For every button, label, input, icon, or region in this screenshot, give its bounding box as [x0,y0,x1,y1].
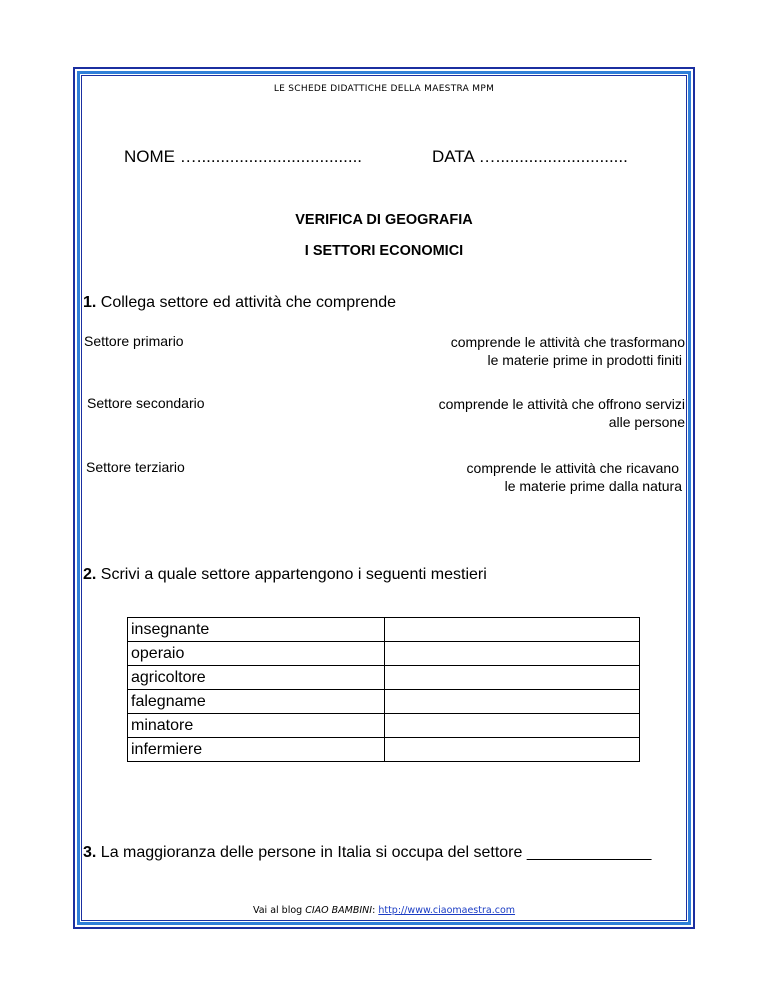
page-border-inner [81,75,687,921]
job-cell: falegname [128,690,385,714]
question-3 [83,844,651,862]
sector-label-tertiary: Settore terziario [86,459,185,475]
table-row [128,690,640,714]
answer-cell[interactable] [385,690,640,714]
job-cell: insegnante [128,618,385,642]
answer-cell[interactable] [385,666,640,690]
answer-cell[interactable] [385,738,640,762]
worksheet-header: LE SCHEDE DIDATTICHE DELLA MAESTRA MPM [273,84,495,94]
job-cell: minatore [128,714,385,738]
job-cell: infermiere [128,738,385,762]
question-3-text: La maggioranza delle persone in Italia si occupa del settore ______________ [96,844,652,861]
question-2-number: 2. [83,566,97,583]
sector-label-secondary: Settore secondario [87,395,205,411]
table-row [128,714,640,738]
page-subtitle: I SETTORI ECONOMICI [304,243,464,259]
job-cell: agricoltore [128,666,385,690]
question-2-text: Scrivi a quale settore appartengono i seguenti mestieri [96,566,487,583]
footer-blog-name: CIAO BAMBINI [305,905,373,916]
description-1-line-1: comprende le attività che trasformano [450,334,685,350]
name-field: NOME …................................... [124,147,363,166]
footer [0,905,768,916]
table-row [128,738,640,762]
jobs-table [127,617,640,762]
page-title: VERIFICA DI GEOGRAFIA [295,212,473,228]
table-row [128,666,640,690]
job-cell: operaio [128,642,385,666]
footer-separator: : [372,905,379,916]
description-2-line-2: alle persone [608,414,685,430]
answer-cell[interactable] [385,642,640,666]
description-2-line-1: comprende le attività che offrono servizi [438,396,685,412]
footer-prefix: Vai al blog [252,905,306,916]
question-3-number: 3. [83,844,97,861]
question-1-number: 1. [83,294,97,311]
blog-link[interactable]: http://www.ciaomaestra.com [378,905,516,916]
description-3-line-2: le materie prime dalla natura [504,478,682,494]
sector-label-primary: Settore primario [84,333,184,349]
description-2 [439,395,685,431]
description-3 [467,459,682,495]
question-1-text: Collega settore ed attività che comprende [96,294,397,311]
date-field: DATA …............................ [432,147,628,166]
description-1 [451,333,685,369]
answer-cell[interactable] [385,714,640,738]
question-1 [83,294,396,312]
description-1-line-2: le materie prime in prodotti finiti [487,352,682,368]
question-2 [83,566,487,584]
table-row [128,618,640,642]
answer-cell[interactable] [385,618,640,642]
description-3-line-1: comprende le attività che ricavano [466,460,679,476]
table-row [128,642,640,666]
